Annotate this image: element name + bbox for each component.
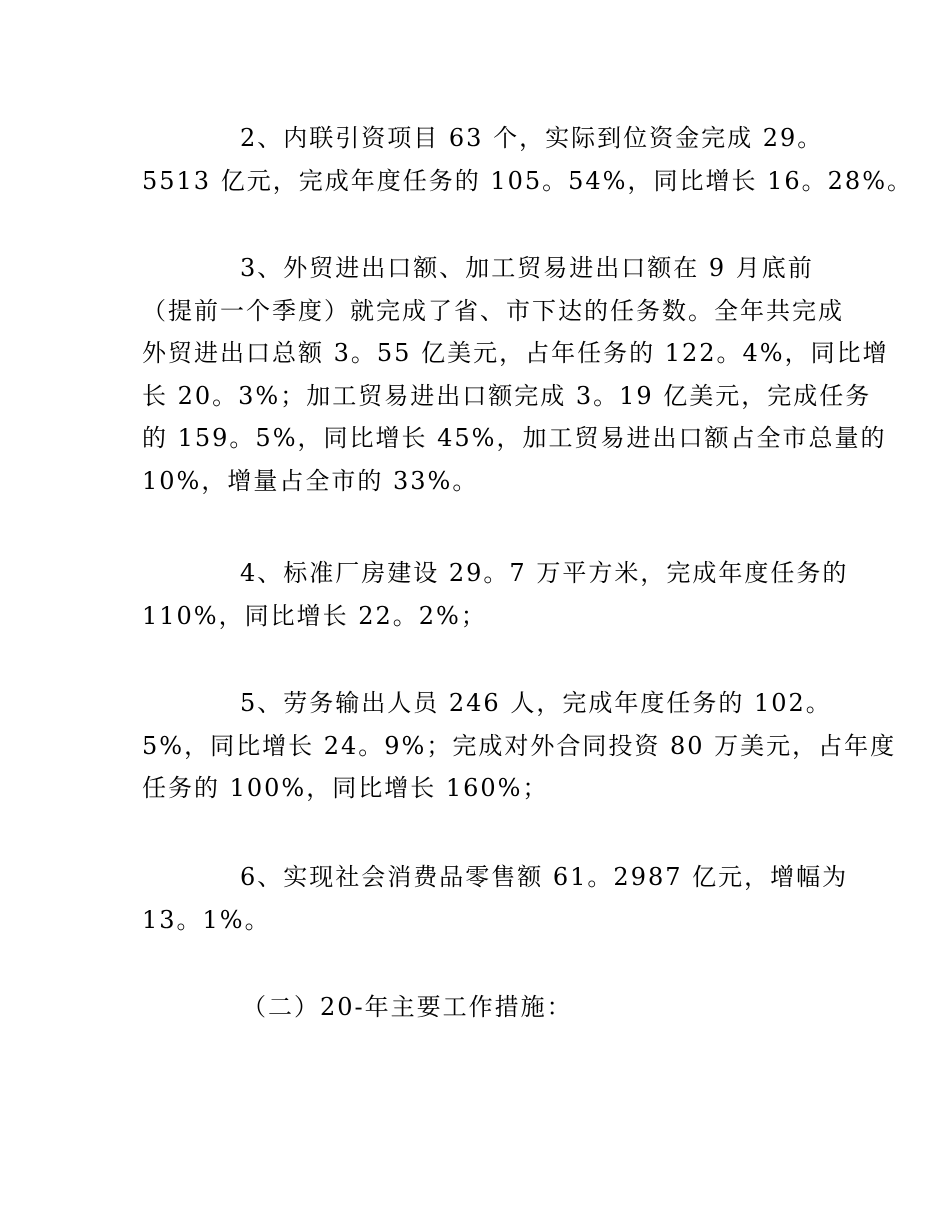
paragraph-6 xyxy=(142,856,849,941)
paragraph-line: （提前一个季度）就完成了省、市下达的任务数。全年共完成 xyxy=(142,296,844,325)
paragraph-5 xyxy=(142,682,897,810)
section-heading xyxy=(142,986,822,1029)
paragraph-line: 的 159。5%，同比增长 45%，加工贸易进出口额占全市总量的 xyxy=(142,424,887,452)
paragraph-2 xyxy=(142,117,913,202)
section-heading-text: （二）20-年主要工作措施： xyxy=(242,993,573,1021)
paragraph-line: 6、实现社会消费品零售额 61。2987 亿元，增幅为 xyxy=(240,863,849,891)
paragraph-line: 110%，同比增长 22。2%； xyxy=(142,601,487,630)
paragraph-4 xyxy=(142,552,849,637)
paragraph-line: 任务的 100%，同比增长 160%； xyxy=(142,774,549,802)
paragraph-line: 4、标准厂房建设 29。7 万平方米，完成年度任务的 xyxy=(240,559,849,587)
paragraph-line: 10%，增量占全市的 33%。 xyxy=(142,466,479,495)
paragraph-line: 外贸进出口总额 3。55 亿美元，占年任务的 122。4%，同比增 xyxy=(142,339,889,367)
paragraph-line: 2、内联引资项目 63 个，实际到位资金完成 29。 xyxy=(240,124,824,152)
paragraph-line: 13。1%。 xyxy=(142,905,271,934)
paragraph-line: 5513 亿元，完成年度任务的 105。54%，同比增长 16。28%。 xyxy=(142,166,913,195)
paragraph-line: 5、劳务输出人员 246 人，完成年度任务的 102。 xyxy=(240,689,832,717)
paragraph-line: 3、外贸进出口额、加工贸易进出口额在 9 月底前 xyxy=(240,254,814,282)
paragraph-3 xyxy=(142,247,889,502)
paragraph-line: 长 20。3%；加工贸易进出口额完成 3。19 亿美元，完成任务 xyxy=(142,381,872,410)
paragraph-line: 5%，同比增长 24。9%；完成对外合同投资 80 万美元，占年度 xyxy=(142,731,897,760)
